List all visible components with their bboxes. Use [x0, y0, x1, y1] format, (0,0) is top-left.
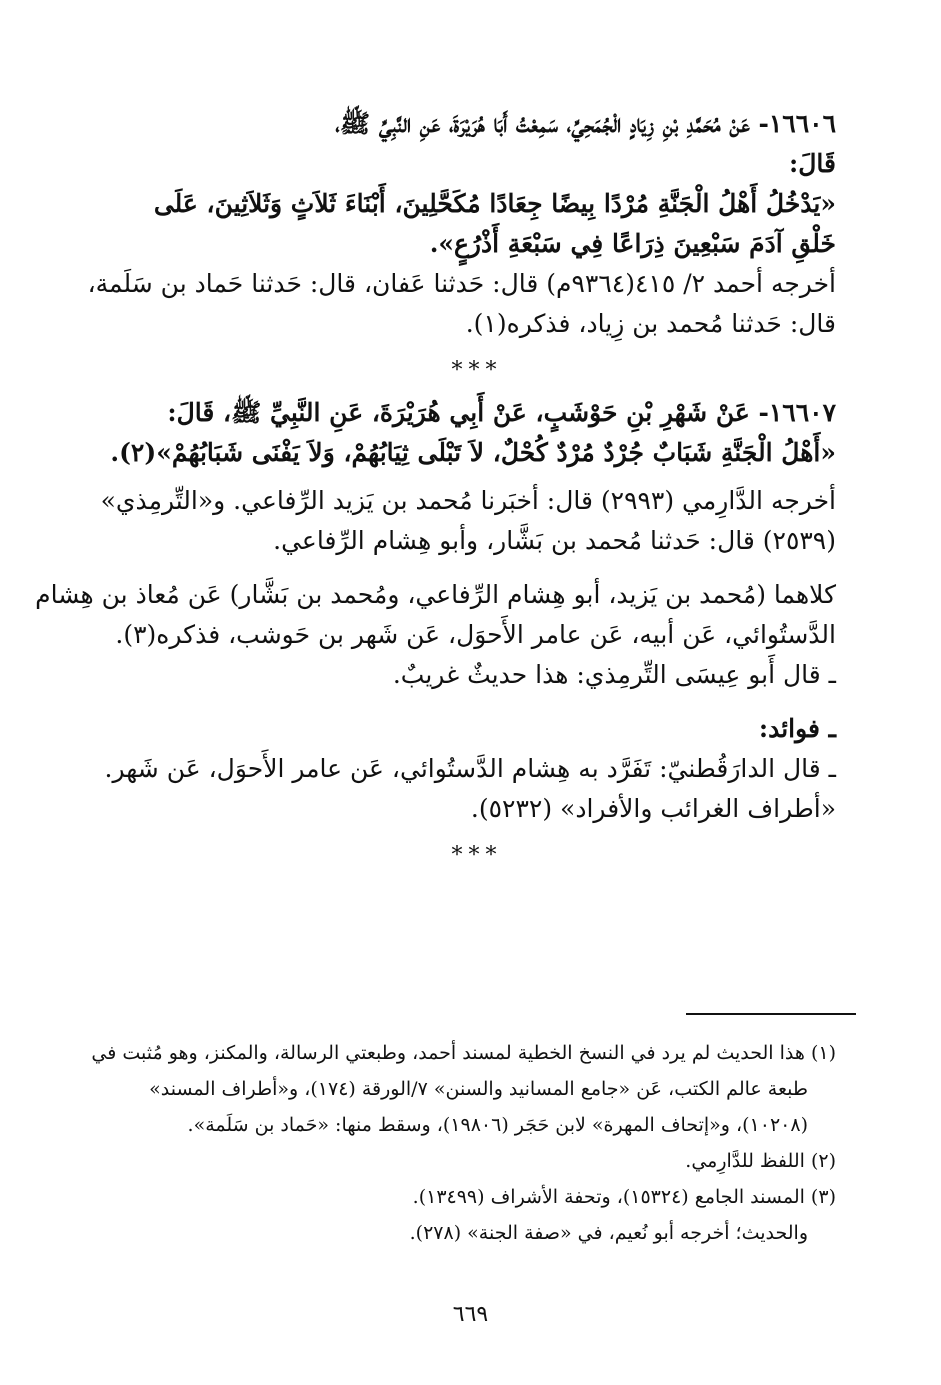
- footnote-2: (٢) اللفظ للدَّارِمي.: [685, 1150, 836, 1172]
- footnote-3-line-2: والحديث؛ أخرجه أبو نُعيم، في «صفة الجنة» (٢٧٨).: [409, 1222, 808, 1244]
- page-body: [35, 104, 836, 878]
- footnote-1-line-1: (١) هذا الحديث لم يرد في النسخ الخطية لمسند أحمد، وطبعتي الرسالة، والمكنز، وهو مُثبت في: [91, 1042, 836, 1064]
- hadith-16606-takhrij-1: أخرجه أحمد ٢/ ٤١٥(٩٣٦٤م) قال: حَدثنا عَفان، قال: حَدثنا حَماد بن سَلَمة،: [87, 269, 836, 298]
- hadith-16606-takhrij-2: قال: حَدثنا مُحمد بن زِياد، فذكره(١).: [465, 309, 836, 338]
- fawaid-heading: ـ فوائد:: [758, 714, 836, 743]
- footnote-divider: [686, 1013, 856, 1015]
- hadith-16606-matn-1: «يَدْخُلُ أَهْلُ الْجَنَّةِ مُرْدًا بِيضًا جِعَادًا مُكَحَّلِينَ، أَبْنَاءَ ثَلاَثٍ وَثَلاَثِينَ، عَلَى: [153, 189, 836, 218]
- daraqutni-comment-2: «أطراف الغرائب والأفراد» (٥٢٣٢).: [470, 794, 836, 823]
- footnote-3-line-1: (٣) المسند الجامع (١٥٣٢٤)، وتحفة الأشراف (١٣٤٩٩).: [412, 1186, 836, 1208]
- section-separator-2: ***: [451, 843, 503, 868]
- hadith-16607-takhrij-2: (٢٥٣٩) قال: حَدثنا مُحمد بن بَشَّار، وأبو هِشام الرِّفاعي.: [273, 526, 836, 555]
- hadith-16607-matn: «أَهْلُ الْجَنَّةِ شَبَابٌ جُرْدٌ مُرْدٌ كُحْلٌ، لاَ تَبْلَى ثِيَابُهُمْ، وَلاَ يَفْنَى شَبَابُهُمْ»(٢).: [110, 438, 836, 467]
- hadith-16606-isnad: ١٦٦٠٦- عَنْ مُحَمَّدِ بْنِ زِيَادٍ الْجُمَحِيِّ، سَمِعْتُ أَبَا هُرَيْرَةَ، عَنِ النَّبِيِّ ﷺ،: [335, 109, 836, 138]
- hadith-16606: [87, 104, 836, 344]
- hadith-16607-isnad: ١٦٦٠٧- عَنْ شَهْرِ بْنِ حَوْشَبٍ، عَنْ أَبِي هُرَيْرَةَ، عَنِ النَّبِيِّ ﷺ، قَالَ:: [167, 398, 836, 427]
- hadith-16607-takhrij-1: أخرجه الدَّارِمي (٢٩٩٣) قال: أخبَرنا مُحمد بن يَزيد الرِّفاعي. و«التِّرمِذي»: [100, 486, 836, 515]
- daraqutni-comment-1: ـ قال الدارَقُطنيّ: تَفَرَّد به هِشام الدَّستُوائي، عَن عامر الأَحوَل، عَن شَهر.: [104, 754, 836, 783]
- hadith-16607-both-1: كلاهما (مُحمد بن يَزيد، أبو هِشام الرِّفاعي، ومُحمد بن بَشَّار) عَن مُعاذ بن هِشام: [35, 580, 836, 609]
- footnote-1-line-3: (١٠٢٠٨)، و«إتحاف المهرة» لابن حَجَر (١٩٨٠٦)، وسقط منها: «حَماد بن سَلَمة».: [187, 1114, 808, 1136]
- section-separator: ***: [451, 358, 503, 383]
- tirmidhi-comment: ـ قال أَبو عِيسَى التِّرمِذي: هذا حديثٌ غريبٌ.: [392, 660, 836, 689]
- page-number: ٦٦٩: [452, 1302, 489, 1327]
- hadith-16606-matn-2: خَلْقِ آدَمَ سَبْعِينَ ذِرَاعًا فِي سَبْعَةِ أَذْرُعٍ».: [429, 229, 836, 258]
- hadith-16607: [35, 393, 836, 829]
- footnote-1-line-2: طبعة عالم الكتب، عَن «جامع المسانيد والسنن» ٧/الورقة (١٧٤)، و«أطراف المسند»: [149, 1078, 808, 1100]
- hadith-16607-both-2: الدَّستُوائي، عَن أبيه، عَن عامر الأَحوَل، عَن شَهر بن حَوشب، فذكره(٣).: [115, 620, 836, 649]
- footnotes: [91, 1035, 836, 1251]
- hadith-16606-qala: قَالَ:: [789, 149, 836, 178]
